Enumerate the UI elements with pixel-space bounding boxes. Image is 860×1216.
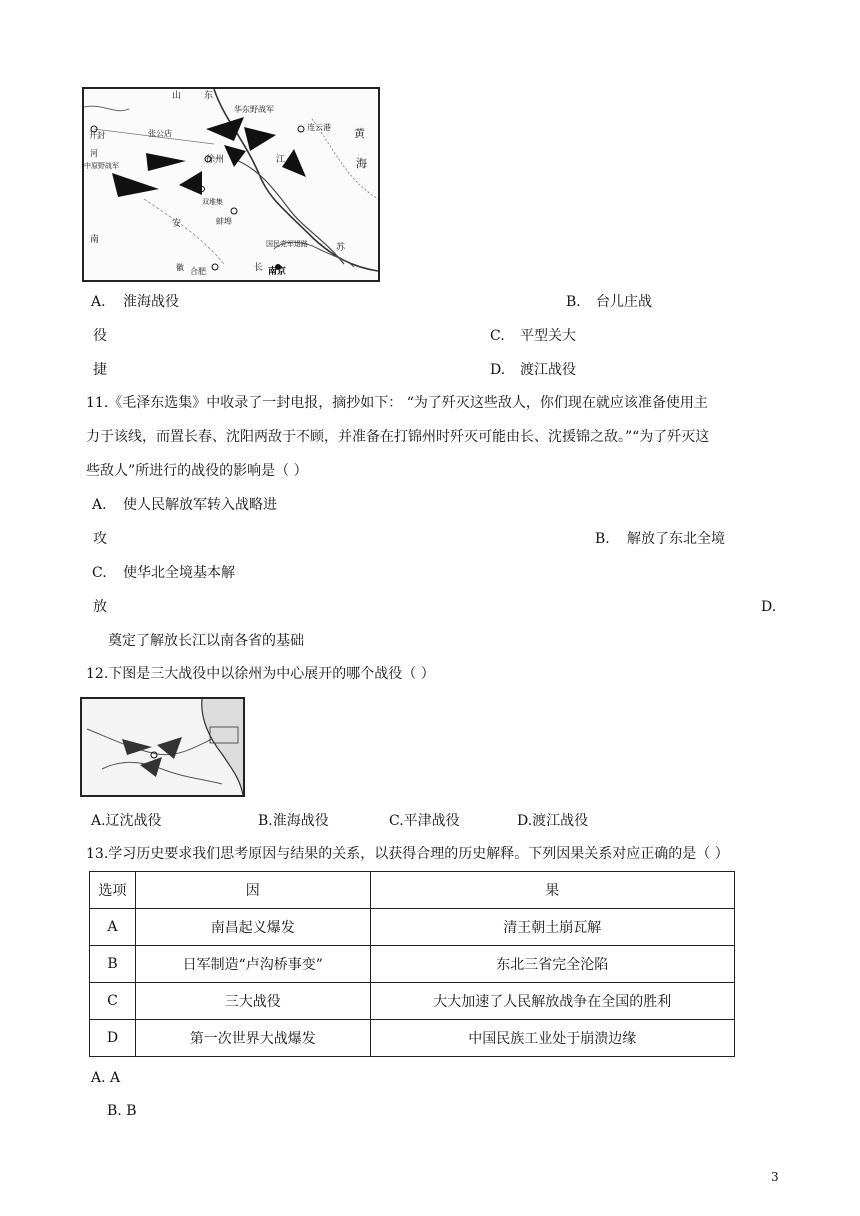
q10-option-b-wrap: 役 [93, 328, 107, 344]
table-row [90, 946, 735, 983]
q12-stem: 12.下图是三大战役中以徐州为中心展开的哪个战役（ ） [86, 666, 435, 682]
map-label: 徐州 [206, 155, 225, 165]
map-label: 黄 [354, 127, 365, 140]
map-label: 连云港 [307, 123, 331, 132]
table-row [90, 983, 735, 1020]
table-cell: A [90, 909, 136, 946]
q11-option-c-wrap: 放 [93, 599, 107, 615]
map-label: 海 [356, 157, 367, 170]
q11-stem-line: 11.《毛泽东选集》中收录了一封电报，摘抄如下： “为了歼灭这些敌人，你们现在就应该准备使用主 [86, 395, 708, 411]
map-label: 东 [204, 91, 214, 101]
q11-option-c-text: 使华北全境基本解 [123, 565, 235, 581]
table-cell: 清王朝土崩瓦解 [370, 909, 734, 946]
map-label: 开封 [89, 131, 105, 140]
q11-option-b-label: B. [595, 531, 610, 547]
q11-option-d-label: D. [761, 599, 777, 615]
table-cell: 中国民族工业处于崩溃边缘 [370, 1020, 734, 1057]
map-label: 张公店 [148, 129, 172, 138]
q10-option-c-wrap: 捷 [93, 362, 107, 378]
map-label: 蚌埠 [216, 217, 232, 226]
table-cell: 东北三省完全沦陷 [370, 946, 734, 983]
q10-option-b-label: B. [566, 294, 581, 310]
q12-option-d: D.渡江战役 [517, 813, 589, 829]
q10-option-d-label: D. [490, 362, 506, 378]
huaihai-campaign-map [82, 87, 380, 282]
map-label: 山 [172, 91, 182, 101]
q11-option-d-text: 奠定了解放长江以南各省的基础 [108, 633, 304, 649]
q11-stem-line: 些敌人”所进行的战役的影响是（ ） [86, 463, 308, 479]
map-label: 南 [90, 235, 100, 245]
table-row [90, 1020, 735, 1057]
q11-option-c-label: C. [92, 565, 107, 581]
table-cell: 三大战役 [135, 983, 370, 1020]
q13-stem: 13.学习历史要求我们思考原因与结果的关系，以获得合理的历史解释。下列因果关系对应正确的是（ ） [86, 846, 729, 862]
map-label: 国民党军退路 [266, 240, 308, 248]
q12-option-b: B.淮海战役 [258, 813, 329, 829]
map-drawing [84, 89, 378, 280]
table-header: 果 [370, 872, 734, 909]
table-cell: D [90, 1020, 136, 1057]
q12-option-a: A.辽沈战役 [91, 813, 162, 829]
table-cell: 大大加速了人民解放战争在全国的胜利 [370, 983, 734, 1020]
map-label: 双堆集 [202, 198, 223, 206]
q13-option-b: B. B [107, 1103, 137, 1119]
q11-stem-line: 力于该线，而置长春、沈阳两敌于不顾，并准备在打锦州时歼灭可能由长、沈援锦之敌。”“为了歼灭这 [86, 429, 710, 445]
q10-option-d-text: 渡江战役 [520, 362, 576, 378]
q11-option-a-wrap: 攻 [93, 531, 107, 547]
map-label: 江 [276, 155, 286, 165]
q10-option-b-text: 台儿庄战 [596, 294, 652, 310]
map-label: 中原野战军 [84, 162, 119, 170]
q10-option-c-label: C. [490, 328, 505, 344]
table-row [90, 909, 735, 946]
table-cell: C [90, 983, 136, 1020]
q12-option-c: C.平津战役 [389, 813, 460, 829]
page-number: 3 [771, 1170, 779, 1184]
q10-option-a-label: A. [91, 294, 106, 310]
cause-effect-table [89, 871, 735, 1057]
q11-option-a-label: A. [92, 497, 107, 513]
map-label: 河 [90, 149, 98, 158]
map-label: 安 [172, 219, 182, 229]
map-label: 徽 [176, 263, 184, 272]
map-label: 南京 [268, 267, 287, 277]
table-cell: B [90, 946, 136, 983]
table-header: 选项 [90, 872, 136, 909]
xuzhou-campaign-map [80, 697, 245, 797]
table-cell: 日军制造“卢沟桥事变” [135, 946, 370, 983]
map-label: 华东野战军 [234, 105, 274, 114]
map-drawing [82, 699, 243, 795]
q11-option-a-text: 使人民解放军转入战略进 [123, 497, 277, 513]
table-header-row [90, 872, 735, 909]
map-label: 苏 [336, 243, 346, 253]
table-cell: 南昌起义爆发 [135, 909, 370, 946]
q13-option-a: A. A [91, 1070, 121, 1086]
map-label: 合肥 [190, 267, 206, 276]
q10-option-a-text: 淮海战役 [123, 294, 179, 310]
table-header: 因 [135, 872, 370, 909]
map-label: 长 [254, 263, 264, 273]
table-cell: 第一次世界大战爆发 [135, 1020, 370, 1057]
q10-option-c-text: 平型关大 [520, 328, 576, 344]
q11-option-b-text: 解放了东北全境 [627, 531, 725, 547]
